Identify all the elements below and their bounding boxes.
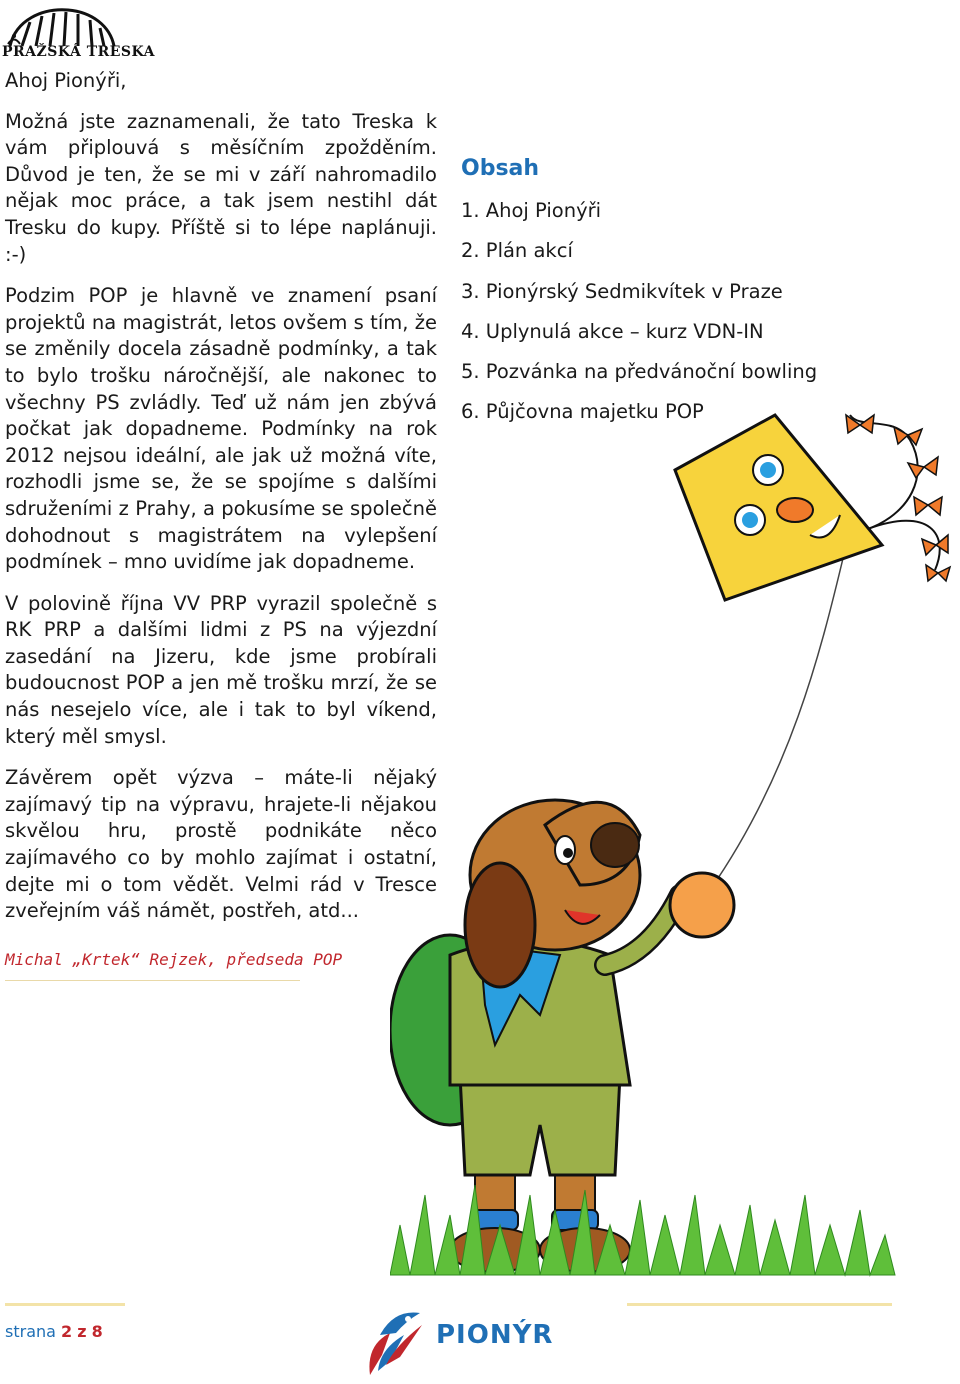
brand-name: PIONÝR (436, 1320, 554, 1350)
paragraph-delay: Možná jste zaznamenali, že tato Treska k vám připlouvá s měsíčním zpožděním. Důvod je ten, že se mi v září nahromadilo nějak moc práce, a tak jsem nestihl dát Tresku do kupy. Příště si to lépe naplánuji. :-) (5, 109, 437, 266)
toc-item[interactable]: 1. Ahoj Pionýři (461, 199, 602, 222)
grass-icon (390, 1185, 895, 1275)
paragraph-meeting: V polovině října VV PRP vyrazil společně s RK PRP a dalšími lidmi z PS na výjezdní zasedání na Jizeru, kde jsme probírali budoucnost POP a jen mě trošku mrzí, že se nás nesejelo více, ale i tak to byl víkend, který měl smysl. (5, 591, 437, 748)
toc-item[interactable]: 4. Uplynulá akce – kurz VDN-IN (461, 319, 764, 343)
page-current: 2 (61, 1322, 73, 1341)
signature-divider (5, 980, 300, 981)
dog-icon (390, 800, 734, 1272)
page-label: strana (5, 1322, 56, 1341)
greeting: Ahoj Pionýři, (5, 69, 127, 92)
toc-item[interactable]: 3. Pionýrský Sedmikvítek v Praze (461, 279, 783, 303)
editorial-letter (5, 68, 437, 940)
kite-tail-icon (846, 415, 950, 581)
paragraph-projects: Podzim POP je hlavně ve znamení psaní projektů na magistrát, letos ovšem s tím, že se změnily docela zásadně podmínky, a tak to bylo trošku náročnější, ale nakonec to všechny PS zvládly. Teď už nám jen zbývá počkat jak dopadneme. Podmínky na rok 2012 nejsou ideální, ale jak už možná víte, rozhodli jsme se, že se spojíme s dalšími sdruženími z Prahy, a pokusíme se společně dohodnout s magistrátem na vylepšení podmínek – mno uvidíme jak dopadneme. (5, 284, 437, 574)
toc-item[interactable]: 5. Pozvánka na předvánoční bowling (461, 360, 818, 384)
page-of: z (77, 1322, 87, 1341)
logo-text: PRAŽSKÁ TRESKA (2, 44, 155, 60)
kite-dog-illustration (390, 395, 960, 1295)
toc-title: Obsah (461, 156, 540, 181)
kite-string (710, 550, 845, 890)
paragraph-call-to-action: Závěrem opět výzva – máte-li nějaký zajímavý tip na výpravu, hrajete-li nějakou skvělou hru, prostě podnikáte něco zajímavého co by mohlo zajímat i ostatní, dejte mi o tom vědět. Velmi rád v Tresce zveřejním váš námět, postřeh, atd... (5, 766, 437, 923)
toc-item[interactable]: 6. Půjčovna majetku POP (461, 400, 704, 424)
kite-icon (675, 415, 882, 600)
page-total: 8 (91, 1322, 103, 1341)
pionyr-logo-icon (360, 1305, 428, 1377)
signature: Michal „Krtek“ Rejzek, předseda POP (5, 950, 343, 969)
footer-divider-left (5, 1303, 125, 1306)
footer-divider-right (627, 1303, 892, 1306)
toc-item[interactable]: 2. Plán akcí (461, 239, 573, 263)
table-of-contents (461, 156, 861, 433)
page-number (5, 1322, 103, 1341)
